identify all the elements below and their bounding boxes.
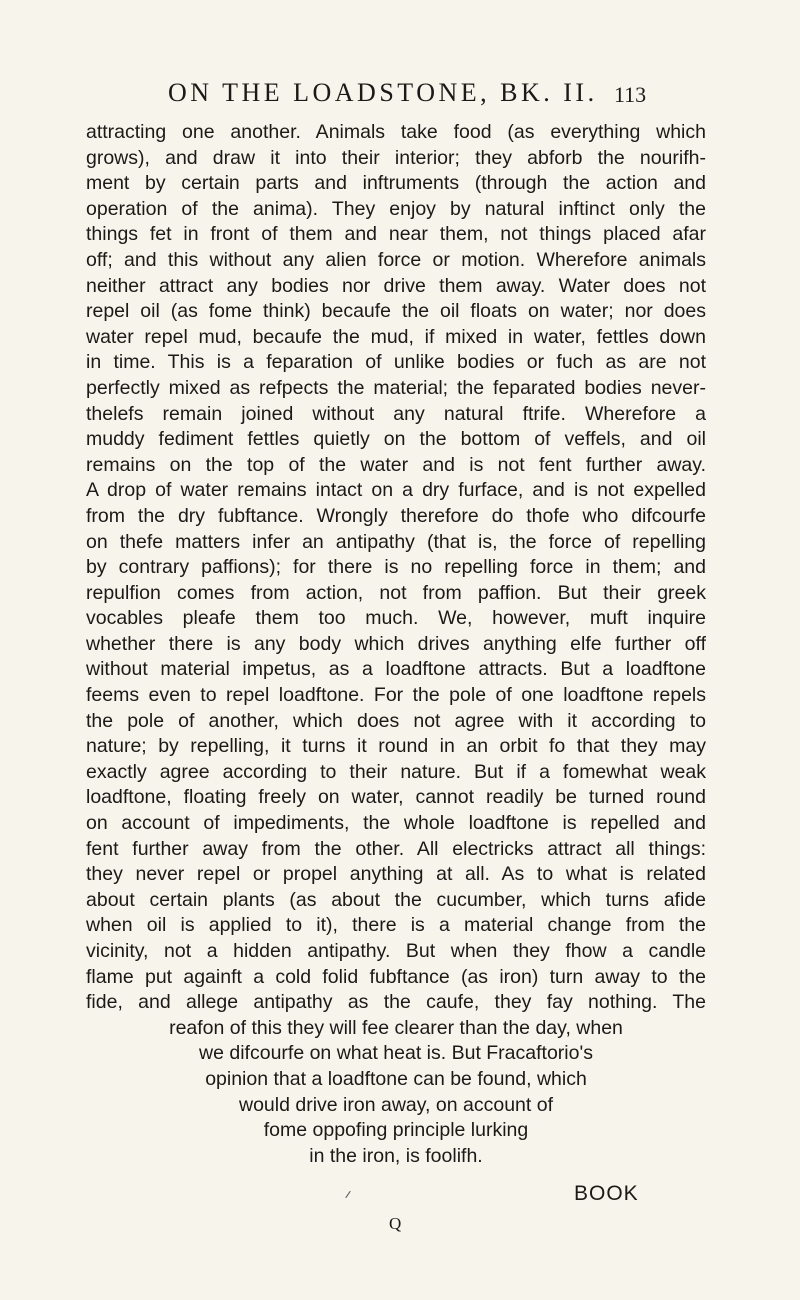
text-line: in the iron, is foolifh.: [309, 1144, 483, 1167]
text-line: flame put againft a cold folid fubftance (as iron) turn away to the: [86, 965, 706, 988]
text-line: neither attract any bodies nor drive them away. Water does not: [86, 274, 706, 297]
text-line: repel oil (as fome think) becaufe the oil floats on water; nor does: [86, 300, 706, 323]
text-line: operation of the anima). They enjoy by natural inftinct only the: [86, 197, 706, 220]
text-line: on thefe matters infer an antipathy (that is, the force of repelling: [86, 530, 706, 553]
text-line: fent further away from the other. All electricks attract all things:: [86, 837, 706, 860]
text-line: on account of impediments, the whole loadftone is repelled and: [86, 812, 706, 835]
text-line: remains on the top of the water and is not fent further away.: [86, 453, 706, 476]
text-line: attracting one another. Animals take food (as everything which: [86, 121, 706, 143]
text-line: exactly agree according to their nature. But if a fomewhat weak: [86, 760, 706, 783]
text-line: would drive iron away, on account of: [239, 1093, 553, 1116]
text-line: water repel mud, becaufe the mud, if mixed in water, fettles down: [86, 325, 706, 348]
text-line: things fet in front of them and near them, not things placed afar: [86, 223, 706, 246]
text-line: fome oppofing principle lurking: [263, 1119, 529, 1142]
text-line: opinion that a loadftone can be found, which: [205, 1067, 587, 1090]
text-line: when oil is applied to it), there is a material change from the: [86, 914, 706, 937]
text-line: from the dry fubftance. Wrongly therefore do thofe who difcourfe: [86, 504, 706, 527]
text-line: reafon of this they will fee clearer than the day, when: [169, 1016, 623, 1039]
text-line: muddy fediment fettles quietly on the bottom of veffels, and oil: [86, 428, 706, 451]
text-line: in time. This is a feparation of unlike bodies or fuch as are not: [86, 351, 706, 374]
text-line: without material impetus, as a loadftone attracts. But a loadftone: [86, 658, 706, 681]
text-line: ment by certain parts and inftruments (through the action and: [86, 172, 706, 195]
text-line: about certain plants (as about the cucumber, which turns afide: [86, 888, 706, 911]
text-line: by contrary paffions); for there is no repelling force in them; and: [86, 556, 706, 579]
text-line: repulfion comes from action, not from paffion. But their greek: [86, 581, 706, 604]
body-text: [86, 120, 706, 1169]
text-line: off; and this without any alien force or motion. Wherefore animals: [86, 248, 706, 271]
signature-mark: Q: [389, 1214, 402, 1233]
text-line: thelefs remain joined without any natural ftrife. Wherefore a: [86, 402, 706, 425]
text-line: we difcourfe on what heat is. But Fracaftorio's: [199, 1042, 593, 1065]
text-line: they never repel or propel anything at all. As to what is related: [86, 863, 706, 886]
page-number: 113: [614, 82, 647, 107]
text-line: vicinity, not a hidden antipathy. But when they fhow a candle: [86, 940, 706, 962]
catchword: BOOK: [574, 1182, 639, 1205]
text-line: fide, and allege antipathy as the caufe, they fay nothing. The: [86, 991, 706, 1014]
text-line: whether there is any body which drives anything elfe further off: [86, 632, 706, 655]
text-line: grows), and draw it into their interior; they abforb the nourifh-: [86, 146, 706, 169]
running-head: ON THE LOADSTONE, BK. II.: [168, 78, 598, 107]
text-line: A drop of water remains intact on a dry furface, and is not expelled: [86, 479, 706, 502]
text-line: feems even to repel loadftone. For the pole of one loadftone repels: [86, 684, 706, 707]
text-line: nature; by repelling, it turns it round in an orbit fo that they may: [86, 735, 706, 758]
text-line: loadftone, floating freely on water, cannot readily be turned round: [86, 786, 706, 809]
text-line: perfectly mixed as refpects the material; the feparated bodies never-: [86, 376, 706, 399]
stray-mark: [345, 1191, 350, 1198]
text-line: the pole of another, which does not agree with it according to: [86, 709, 706, 732]
text-line: vocables pleafe them too much. We, however, muft inquire: [86, 607, 706, 630]
